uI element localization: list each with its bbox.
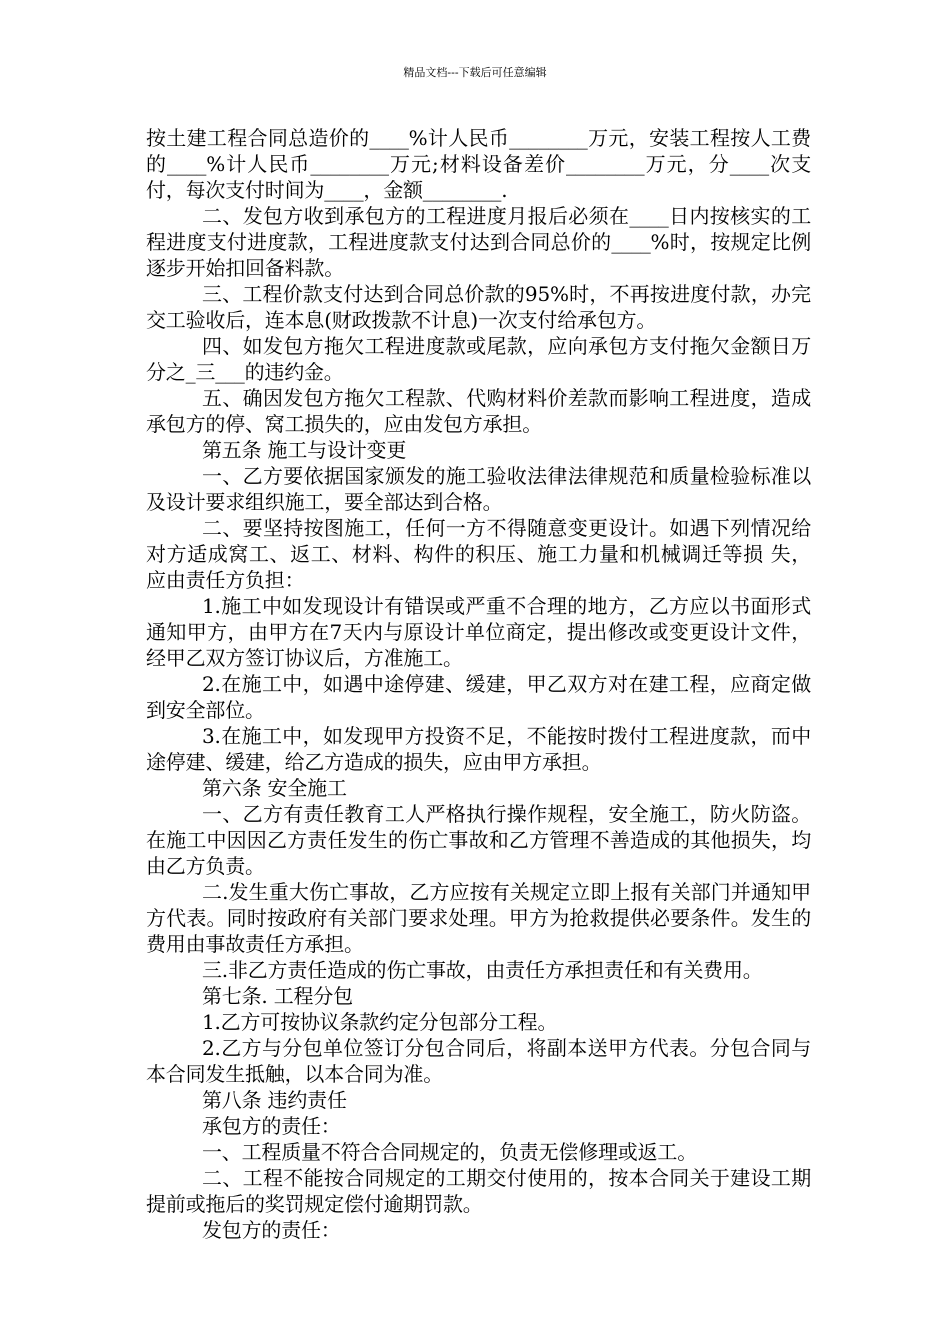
contractor-liability-heading: 承包方的责任： xyxy=(202,1114,341,1138)
document-body xyxy=(146,125,811,1243)
article-7-heading: 第七条. 工程分包 xyxy=(202,984,353,1008)
employer-liability-heading: 发包方的责任： xyxy=(202,1218,341,1242)
paragraph-suspension: 2.在施工中，如遇中途停建、缓建，甲乙双方对在建工程，应商定做到安全部位。 xyxy=(146,672,811,722)
paragraph-subcontract-allowed: 1.乙方可按协议条款约定分包部分工程。 xyxy=(202,1010,558,1034)
paragraph-final-payment: 三、工程价款支付达到合同总价款的95%时，不再按进度付款，办完交工验收后，连本息(财政拨款不计息)一次支付给承包方。 xyxy=(146,282,811,332)
paragraph-delay-loss: 五、确因发包方拖欠工程款、代购材料价差款而影响工程进度，造成承包方的停、窝工损失的，应由发包方承担。 xyxy=(146,386,811,436)
paragraph-third-party-accident: 三.非乙方责任造成的伤亡事故，由责任方承担责任和有关费用。 xyxy=(202,958,763,982)
paragraph-quality-defect: 一、工程质量不符合合同规定的，负责无偿修理或返工。 xyxy=(202,1140,697,1164)
paragraph-schedule-delay: 二、工程不能按合同规定的工期交付使用的，按本合同关于建设工期提前或拖后的奖罚规定偿付逾期罚款。 xyxy=(146,1166,811,1216)
article-6-heading: 第六条 安全施工 xyxy=(202,776,347,800)
paragraph-progress-payment: 二、发包方收到承包方的工程进度月报后必须在____日内按核实的工程进度支付进度款，工程进度款支付达到合同总价的____%时，按规定比例逐步开始扣回备料款。 xyxy=(146,204,811,280)
paragraph-insufficient-funds: 3.在施工中，如发现甲方投资不足，不能按时拨付工程进度款，而中途停建、缓建，给乙方造成的损失，应由甲方承担。 xyxy=(146,724,811,774)
paragraph-safety-duty: 一、乙方有责任教育工人严格执行操作规程，安全施工，防火防盗。在施工中因因乙方责任发生的伤亡事故和乙方管理不善造成的其他损失，均由乙方负责。 xyxy=(146,802,811,878)
paragraph-payment-terms: 按土建工程合同总造价的____%计人民币________万元，安装工程按人工费的____%计人民币________万元;材料设备差价________万元，分____次支付，每次支付时间为____，金额________. xyxy=(146,126,811,202)
article-5-heading: 第五条 施工与设计变更 xyxy=(202,438,407,462)
paragraph-late-penalty: 四、如发包方拖欠工程进度款或尾款，应向承包方支付拖欠金额日万分之_三___的违约金。 xyxy=(146,334,811,384)
page-header: 精品文档---下载后可任意编辑 xyxy=(403,66,547,79)
paragraph-design-error: 1.施工中如发现设计有错误或严重不合理的地方，乙方应以书面形式通知甲方，由甲方在7天内与原设计单位商定，提出修改或变更设计文件，经甲乙双方签订协议后，方准施工。 xyxy=(146,594,811,670)
article-8-heading: 第八条 违约责任 xyxy=(202,1088,347,1112)
paragraph-construction-standards: 一、乙方要依据国家颁发的施工验收法律法律规范和质量检验标准以及设计要求组织施工，要全部达到合格。 xyxy=(146,464,811,514)
paragraph-design-changes: 二、要坚持按图施工，任何一方不得随意变更设计。如遇下列情况给对方适成窝工、返工、材料、构件的积压、施工力量和机械调迁等损 失， 应由责任方负担： xyxy=(146,516,811,592)
paragraph-subcontract-copy: 2.乙方与分包单位签订分包合同后，将副本送甲方代表。分包合同与本合同发生抵触，以本合同为准。 xyxy=(146,1036,811,1086)
paragraph-major-accident: 二.发生重大伤亡事故，乙方应按有关规定立即上报有关部门并通知甲方代表。同时按政府有关部门要求处理。甲方为抢救提供必要条件。发生的费用由事故责任方承担。 xyxy=(146,880,811,956)
